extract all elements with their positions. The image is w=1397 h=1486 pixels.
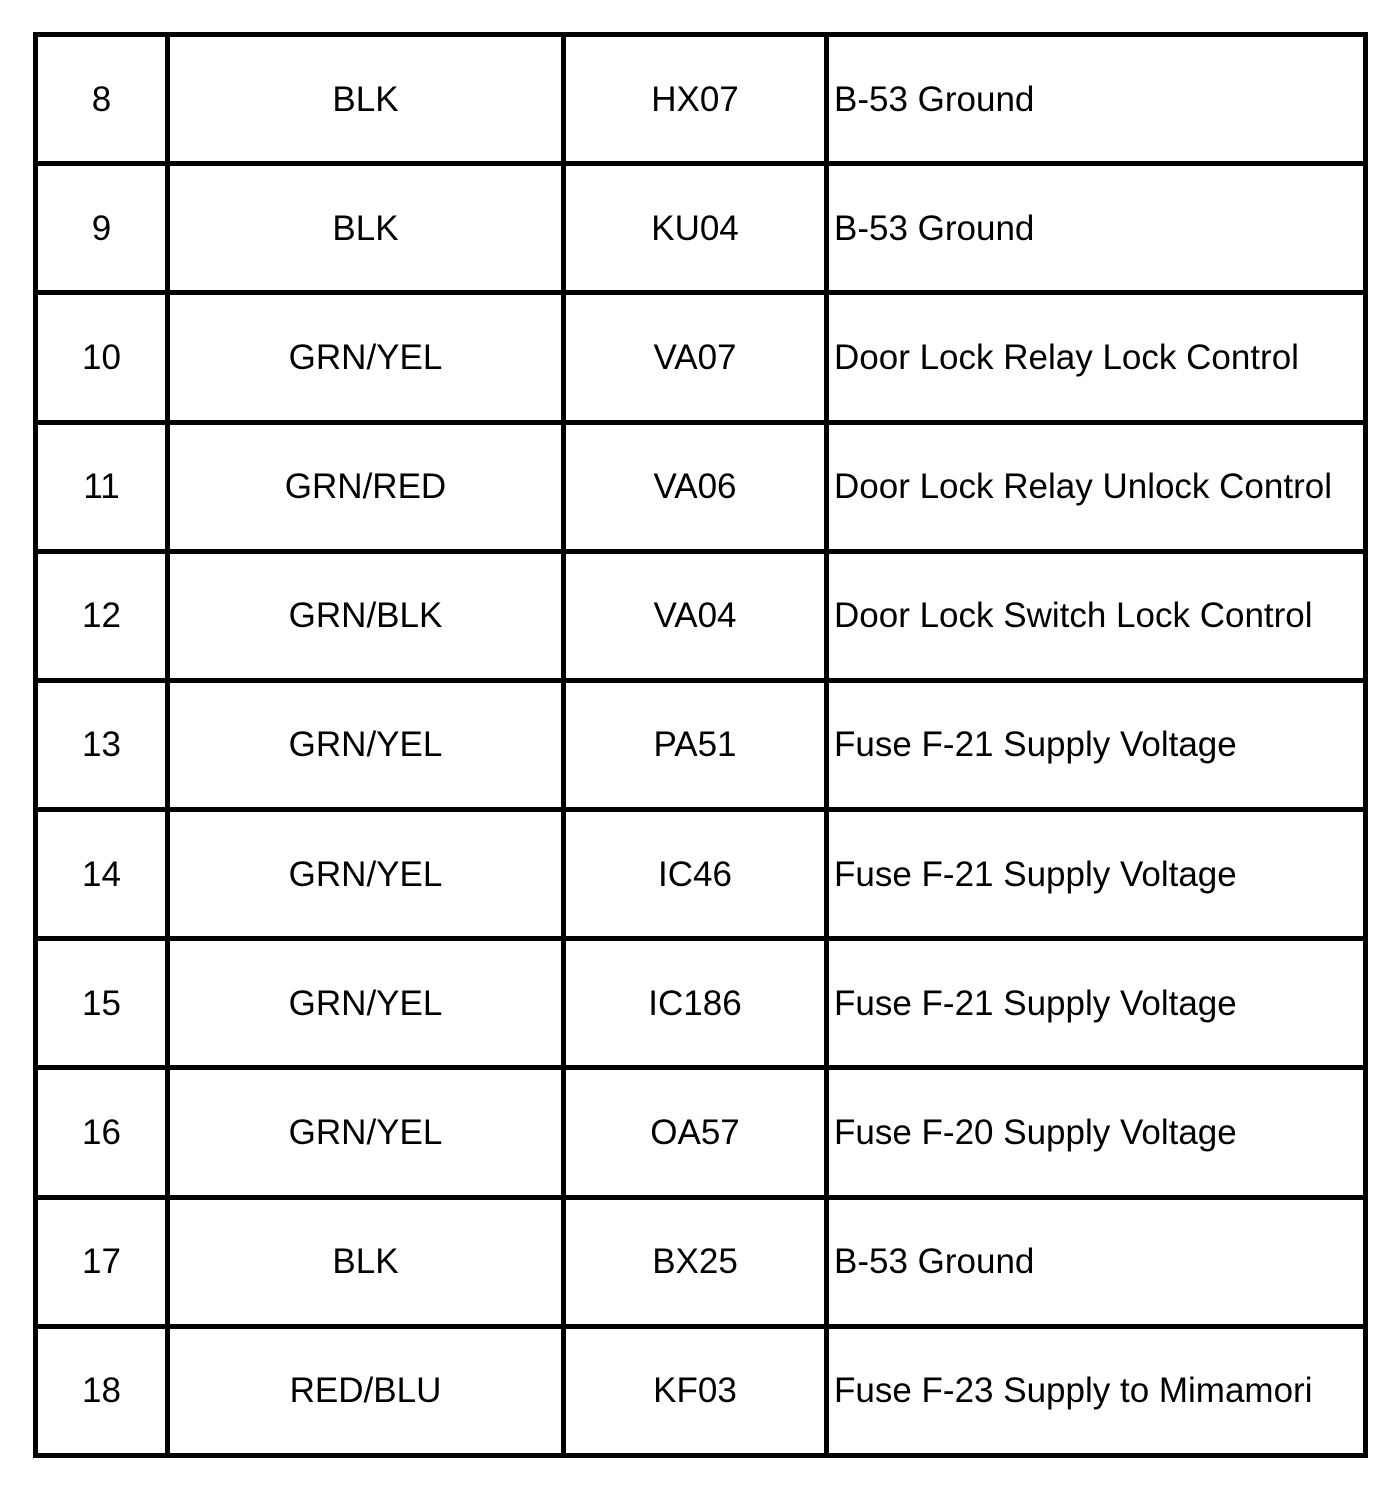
description-cell: B-53 Ground bbox=[827, 35, 1366, 164]
wire-color-cell: GRN/YEL bbox=[168, 939, 564, 1068]
wire-color-cell: GRN/YEL bbox=[168, 680, 564, 809]
table-row bbox=[36, 1326, 1366, 1455]
pin-cell: 16 bbox=[36, 1068, 168, 1197]
circuit-code-cell: BX25 bbox=[564, 1197, 827, 1326]
table-body bbox=[36, 35, 1366, 1456]
table-row bbox=[36, 939, 1366, 1068]
table-row bbox=[36, 551, 1366, 680]
table-row bbox=[36, 164, 1366, 293]
circuit-code-cell: VA07 bbox=[564, 293, 827, 422]
wire-color-cell: BLK bbox=[168, 35, 564, 164]
pin-cell: 9 bbox=[36, 164, 168, 293]
description-cell: Fuse F-21 Supply Voltage bbox=[827, 680, 1366, 809]
circuit-code-cell: IC46 bbox=[564, 810, 827, 939]
circuit-code-cell: VA04 bbox=[564, 551, 827, 680]
description-cell: Fuse F-21 Supply Voltage bbox=[827, 939, 1366, 1068]
pin-cell: 14 bbox=[36, 810, 168, 939]
table-row bbox=[36, 1197, 1366, 1326]
pin-cell: 12 bbox=[36, 551, 168, 680]
pin-cell: 11 bbox=[36, 422, 168, 551]
table-row bbox=[36, 810, 1366, 939]
table-row bbox=[36, 1068, 1366, 1197]
circuit-code-cell: OA57 bbox=[564, 1068, 827, 1197]
pin-cell: 15 bbox=[36, 939, 168, 1068]
table-row bbox=[36, 35, 1366, 164]
wire-color-cell: GRN/YEL bbox=[168, 810, 564, 939]
description-cell: Fuse F-21 Supply Voltage bbox=[827, 810, 1366, 939]
wire-color-cell: GRN/RED bbox=[168, 422, 564, 551]
circuit-code-cell: PA51 bbox=[564, 680, 827, 809]
pin-cell: 18 bbox=[36, 1326, 168, 1455]
description-cell: B-53 Ground bbox=[827, 164, 1366, 293]
description-cell: Door Lock Relay Unlock Control bbox=[827, 422, 1366, 551]
circuit-code-cell: KF03 bbox=[564, 1326, 827, 1455]
table-row bbox=[36, 680, 1366, 809]
description-cell: Door Lock Relay Lock Control bbox=[827, 293, 1366, 422]
table-row bbox=[36, 293, 1366, 422]
description-cell: B-53 Ground bbox=[827, 1197, 1366, 1326]
description-cell: Fuse F-20 Supply Voltage bbox=[827, 1068, 1366, 1197]
circuit-code-cell: VA06 bbox=[564, 422, 827, 551]
circuit-code-cell: IC186 bbox=[564, 939, 827, 1068]
wire-color-cell: GRN/BLK bbox=[168, 551, 564, 680]
connector-pinout-table bbox=[33, 32, 1368, 1458]
pin-cell: 17 bbox=[36, 1197, 168, 1326]
wire-color-cell: GRN/YEL bbox=[168, 293, 564, 422]
pin-cell: 13 bbox=[36, 680, 168, 809]
wire-color-cell: RED/BLU bbox=[168, 1326, 564, 1455]
wire-color-cell: GRN/YEL bbox=[168, 1068, 564, 1197]
circuit-code-cell: KU04 bbox=[564, 164, 827, 293]
circuit-code-cell: HX07 bbox=[564, 35, 827, 164]
wire-color-cell: BLK bbox=[168, 164, 564, 293]
description-cell: Fuse F-23 Supply to Mimamori bbox=[827, 1326, 1366, 1455]
pin-cell: 10 bbox=[36, 293, 168, 422]
pin-cell: 8 bbox=[36, 35, 168, 164]
wire-color-cell: BLK bbox=[168, 1197, 564, 1326]
table-row bbox=[36, 422, 1366, 551]
description-cell: Door Lock Switch Lock Control bbox=[827, 551, 1366, 680]
